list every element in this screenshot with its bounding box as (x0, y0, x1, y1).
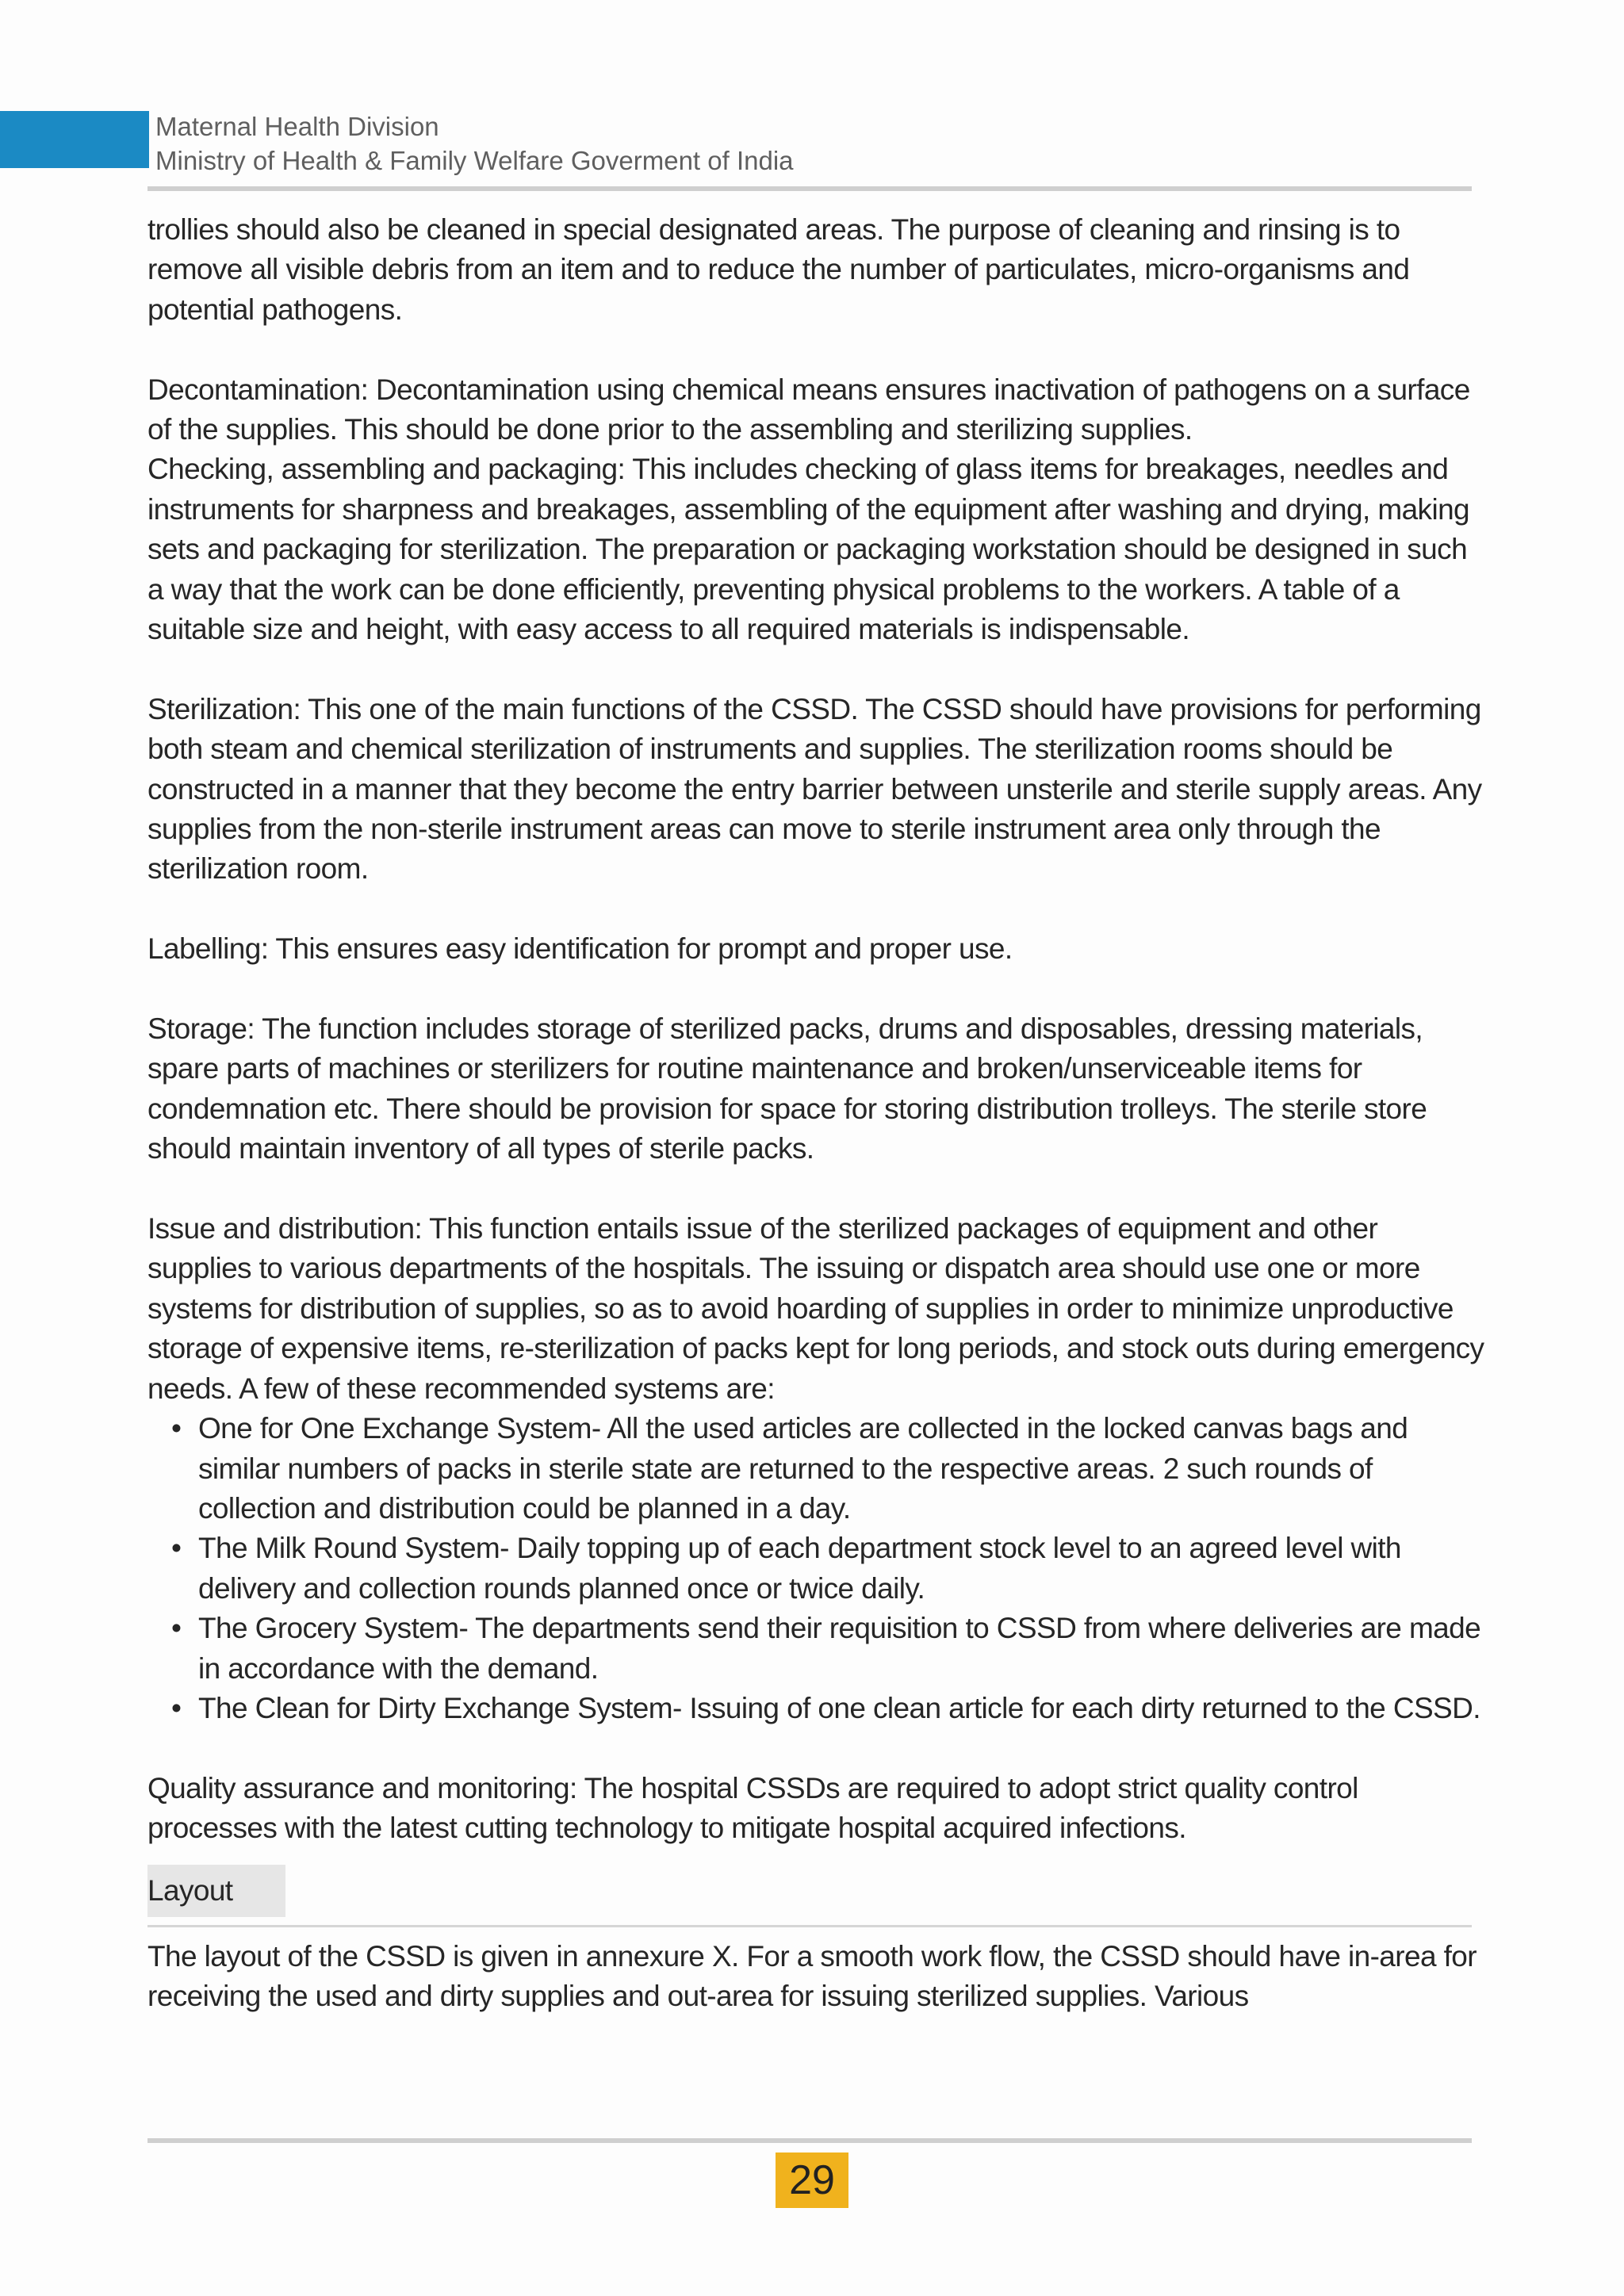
section-divider (147, 1925, 1472, 1927)
section-heading-layout: Layout (147, 1865, 285, 1917)
list-item (171, 1529, 1488, 1609)
list-item-text: The Milk Round System- Daily topping up of each department stock level to an agreed level with delivery and collection rounds planned once or twice daily. (198, 1532, 1401, 1605)
page-number: 29 (776, 2152, 848, 2208)
paragraph-quality-assurance: Quality assurance and monitoring: The hospital CSSDs are required to adopt strict quality control processes with the latest cutting technology to mitigate hospital acquired infections. (147, 1771, 1358, 1845)
distribution-systems-list (147, 1409, 1488, 1728)
footer-divider (147, 2138, 1472, 2143)
paragraph-storage: Storage: The function includes storage of sterilized packs, drums and disposables, dressing materials, spare parts of machines or sterilizers for routine maintenance and broken/unserviceable items for condemnation etc. There should be provision for space for storing distribution trolleys. The sterile store should maintain inventory of all types of sterile packs. (147, 1012, 1427, 1165)
paragraph-issue-distribution: Issue and distribution: This function entails issue of the sterilized packages of equipment and other supplies to various departments of the hospitals. The issuing or dispatch area should use one or more systems for distribution of supplies, so as to avoid hoarding of supplies in order to minimize unproductive storage of expensive items, re-sterilization of packs kept for long periods, and stock outs during emergency needs. A few of these recommended systems are: (147, 1212, 1484, 1405)
bullet-glyph: • (171, 1412, 182, 1445)
document-body (147, 210, 1488, 2016)
list-item-text: One for One Exchange System- All the used articles are collected in the locked canvas bags and similar numbers of packs in sterile state are returned to the respective areas. 2 such rounds of collection and distribution could be planned in a day. (198, 1412, 1408, 1525)
paragraph-cleaning: trollies should also be cleaned in special designated areas. The purpose of cleaning and rinsing is to remove all visible debris from an item and to reduce the number of particulates, micro-organisms and potential pathogens. (147, 213, 1410, 326)
header-accent-bar (0, 111, 149, 168)
header-ministry: Ministry of Health & Family Welfare Goverment of India (155, 146, 794, 175)
list-item (171, 1409, 1488, 1529)
bullet-glyph: • (171, 1691, 182, 1724)
paragraph-decontamination: Decontamination: Decontamination using chemical means ensures inactivation of pathogens on a surface of the supplies. This should be done prior to the assembling and sterilizing supplies. (147, 373, 1470, 446)
paragraph-sterilization: Sterilization: This one of the main functions of the CSSD. The CSSD should have provisions for performing both steam and chemical sterilization of instruments and supplies. The sterilization rooms should be constructed in a manner that they become the entry barrier between unsterile and sterile supply areas. Any supplies from the non-sterile instrument areas can move to sterile instrument area only through the sterilization room. (147, 692, 1482, 886)
list-item-text: The Grocery System- The departments send their requisition to CSSD from where deliveries are made in accordance with the demand. (198, 1612, 1481, 1685)
paragraph-layout: The layout of the CSSD is given in annexure X. For a smooth work flow, the CSSD should have in-area for receiving the used and dirty supplies and out-area for issuing sterilized supplies. Various (147, 1939, 1477, 2012)
paragraph-checking: Checking, assembling and packaging: This includes checking of glass items for breakages, needles and instruments for sharpness and breakages, assembling of the equipment after washing and drying, making sets and packaging for sterilization. The preparation or packaging workstation should be designed in such a way that the work can be done efficiently, preventing physical problems to the workers. A table of a suitable size and height, with easy access to all required materials is indispensable. (147, 453, 1470, 646)
list-item (171, 1689, 1488, 1728)
header-division: Maternal Health Division (155, 112, 439, 141)
page-header (155, 109, 794, 178)
bullet-glyph: • (171, 1532, 182, 1565)
list-item (171, 1609, 1488, 1689)
paragraph-labelling: Labelling: This ensures easy identification for prompt and proper use. (147, 932, 1013, 966)
bullet-glyph: • (171, 1612, 182, 1645)
header-divider (147, 186, 1472, 191)
list-item-text: The Clean for Dirty Exchange System- Issuing of one clean article for each dirty returned to the CSSD. (198, 1691, 1480, 1724)
